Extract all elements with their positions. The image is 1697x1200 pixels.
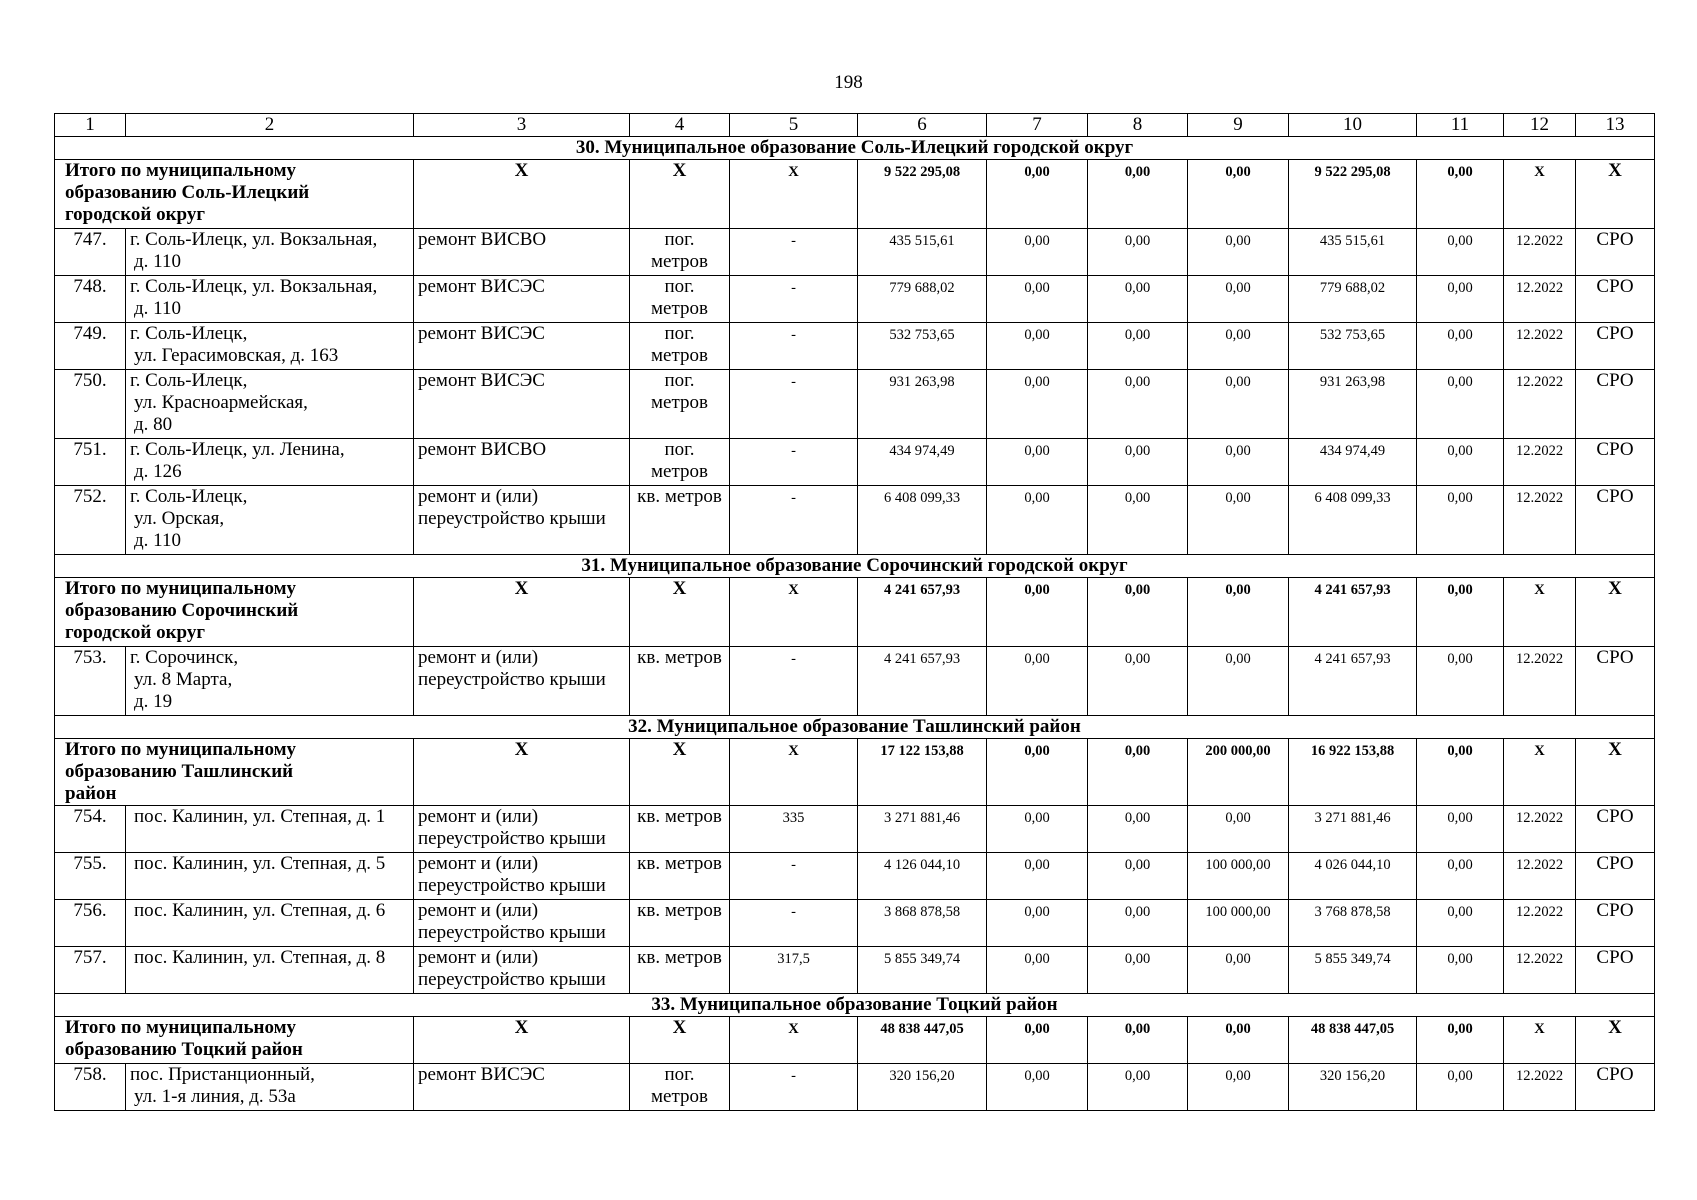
- table-row: [55, 370, 1655, 439]
- address-cell: г. Соль-Илецк, ул. Герасимовская, д. 163: [126, 323, 414, 370]
- work-type-cell: ремонт ВИСЭС: [414, 276, 630, 323]
- method-cell: СРО: [1576, 370, 1655, 439]
- c11-value-cell: 0,00: [1417, 647, 1504, 716]
- column-number: 13: [1576, 114, 1655, 137]
- deadline-cell: 12.2022: [1504, 947, 1576, 994]
- c8-value-cell: 0,00: [1088, 323, 1188, 370]
- row-number: 752.: [55, 486, 126, 555]
- column-number: 10: [1289, 114, 1417, 137]
- unit-cell: пог. метров: [630, 276, 730, 323]
- c11-value-cell: 0,00: [1417, 229, 1504, 276]
- c9-value-cell: 0,00: [1188, 370, 1289, 439]
- address-cell: г. Соль-Илецк, ул. Вокзальная, д. 110: [126, 276, 414, 323]
- method-cell: СРО: [1576, 486, 1655, 555]
- section-header-row: [55, 716, 1655, 739]
- section-header-row: [55, 994, 1655, 1017]
- deadline-cell: 12.2022: [1504, 370, 1576, 439]
- work-type-cell: ремонт ВИСЭС: [414, 1064, 630, 1111]
- c6-value-cell: 6 408 099,33: [858, 486, 987, 555]
- work-type-cell: ремонт ВИСЭС: [414, 323, 630, 370]
- c8-value-cell: 0,00: [1088, 486, 1188, 555]
- work-type-cell: ремонт и (или) переустройство крыши: [414, 647, 630, 716]
- c8-value-cell: 0,00: [1088, 853, 1188, 900]
- table-row: [55, 900, 1655, 947]
- c10-value-cell: 4 241 657,93: [1289, 647, 1417, 716]
- unit-cell: кв. метров: [630, 647, 730, 716]
- section-header-row: [55, 555, 1655, 578]
- c9-value-cell: 0,00: [1188, 647, 1289, 716]
- table-row: [55, 486, 1655, 555]
- total-work-type: Х: [414, 1017, 630, 1064]
- method-cell: СРО: [1576, 806, 1655, 853]
- unit-cell: кв. метров: [630, 486, 730, 555]
- c8-value-cell: 0,00: [1088, 900, 1188, 947]
- section-header-row: [55, 137, 1655, 160]
- c6-value-cell: 532 753,65: [858, 323, 987, 370]
- c10-value-cell: 435 515,61: [1289, 229, 1417, 276]
- total-method: Х: [1576, 160, 1655, 229]
- method-cell: СРО: [1576, 229, 1655, 276]
- total-c8-value: 0,00: [1088, 160, 1188, 229]
- method-cell: СРО: [1576, 323, 1655, 370]
- total-c9-value: 200 000,00: [1188, 739, 1289, 806]
- c11-value-cell: 0,00: [1417, 947, 1504, 994]
- total-c8-value: 0,00: [1088, 1017, 1188, 1064]
- deadline-cell: 12.2022: [1504, 900, 1576, 947]
- row-number: 757.: [55, 947, 126, 994]
- column-number: 9: [1188, 114, 1289, 137]
- total-c8-value: 0,00: [1088, 739, 1188, 806]
- unit-cell: кв. метров: [630, 806, 730, 853]
- total-row: [55, 739, 1655, 806]
- c7-value-cell: 0,00: [987, 1064, 1088, 1111]
- unit-cell: пог. метров: [630, 323, 730, 370]
- column-number: 8: [1088, 114, 1188, 137]
- unit-cell: кв. метров: [630, 853, 730, 900]
- address-cell: г. Соль-Илецк, ул. Ленина, д. 126: [126, 439, 414, 486]
- work-type-cell: ремонт и (или) переустройство крыши: [414, 853, 630, 900]
- c10-value-cell: 532 753,65: [1289, 323, 1417, 370]
- total-c7-value: 0,00: [987, 1017, 1088, 1064]
- row-number: 747.: [55, 229, 126, 276]
- row-number: 756.: [55, 900, 126, 947]
- total-c6-value: 17 122 153,88: [858, 739, 987, 806]
- section-title: 30. Муниципальное образование Соль-Илецкий городской округ: [55, 137, 1655, 160]
- quantity-cell: -: [730, 323, 858, 370]
- total-c7-value: 0,00: [987, 160, 1088, 229]
- address-cell: пос. Калинин, ул. Степная, д. 6: [126, 900, 414, 947]
- total-deadline: Х: [1504, 578, 1576, 647]
- table-row: [55, 439, 1655, 486]
- address-cell: г. Соль-Илецк, ул. Красноармейская, д. 80: [126, 370, 414, 439]
- c6-value-cell: 779 688,02: [858, 276, 987, 323]
- column-number: 5: [730, 114, 858, 137]
- total-c9-value: 0,00: [1188, 578, 1289, 647]
- c6-value-cell: 931 263,98: [858, 370, 987, 439]
- c6-value-cell: 435 515,61: [858, 229, 987, 276]
- c9-value-cell: 0,00: [1188, 1064, 1289, 1111]
- total-work-type: Х: [414, 739, 630, 806]
- column-number: 12: [1504, 114, 1576, 137]
- total-unit: Х: [630, 1017, 730, 1064]
- c7-value-cell: 0,00: [987, 370, 1088, 439]
- method-cell: СРО: [1576, 276, 1655, 323]
- method-cell: СРО: [1576, 647, 1655, 716]
- total-c9-value: 0,00: [1188, 1017, 1289, 1064]
- deadline-cell: 12.2022: [1504, 276, 1576, 323]
- deadline-cell: 12.2022: [1504, 806, 1576, 853]
- c10-value-cell: 3 768 878,58: [1289, 900, 1417, 947]
- quantity-cell: -: [730, 439, 858, 486]
- page-number: 198: [834, 72, 863, 93]
- section-title: 32. Муниципальное образование Ташлинский район: [55, 716, 1655, 739]
- total-c11-value: 0,00: [1417, 1017, 1504, 1064]
- c7-value-cell: 0,00: [987, 229, 1088, 276]
- quantity-cell: -: [730, 853, 858, 900]
- c6-value-cell: 4 241 657,93: [858, 647, 987, 716]
- total-c6-value: 48 838 447,05: [858, 1017, 987, 1064]
- unit-cell: пог. метров: [630, 370, 730, 439]
- quantity-cell: 335: [730, 806, 858, 853]
- deadline-cell: 12.2022: [1504, 323, 1576, 370]
- c10-value-cell: 434 974,49: [1289, 439, 1417, 486]
- deadline-cell: 12.2022: [1504, 486, 1576, 555]
- table-row: [55, 806, 1655, 853]
- c10-value-cell: 5 855 349,74: [1289, 947, 1417, 994]
- column-number: 6: [858, 114, 987, 137]
- c11-value-cell: 0,00: [1417, 900, 1504, 947]
- address-cell: г. Соль-Илецк, ул. Орская, д. 110: [126, 486, 414, 555]
- total-c6-value: 4 241 657,93: [858, 578, 987, 647]
- unit-cell: пог. метров: [630, 439, 730, 486]
- total-c11-value: 0,00: [1417, 739, 1504, 806]
- total-work-type: Х: [414, 578, 630, 647]
- row-number: 751.: [55, 439, 126, 486]
- c11-value-cell: 0,00: [1417, 1064, 1504, 1111]
- c9-value-cell: 0,00: [1188, 439, 1289, 486]
- total-label: Итого по муниципальному образованию Тоцкий район: [55, 1017, 414, 1064]
- total-c7-value: 0,00: [987, 739, 1088, 806]
- row-number: 749.: [55, 323, 126, 370]
- quantity-cell: -: [730, 486, 858, 555]
- c6-value-cell: 5 855 349,74: [858, 947, 987, 994]
- c10-value-cell: 3 271 881,46: [1289, 806, 1417, 853]
- quantity-cell: -: [730, 1064, 858, 1111]
- work-type-cell: ремонт ВИСВО: [414, 439, 630, 486]
- total-label: Итого по муниципальному образованию Сорочинский городской округ: [55, 578, 414, 647]
- c7-value-cell: 0,00: [987, 647, 1088, 716]
- total-deadline: Х: [1504, 1017, 1576, 1064]
- c9-value-cell: 0,00: [1188, 276, 1289, 323]
- total-c10-value: 9 522 295,08: [1289, 160, 1417, 229]
- address-cell: г. Соль-Илецк, ул. Вокзальная, д. 110: [126, 229, 414, 276]
- section-title: 31. Муниципальное образование Сорочинский городской округ: [55, 555, 1655, 578]
- c9-value-cell: 0,00: [1188, 806, 1289, 853]
- column-number-header: [55, 114, 1655, 137]
- quantity-cell: -: [730, 900, 858, 947]
- c6-value-cell: 434 974,49: [858, 439, 987, 486]
- table-row: [55, 323, 1655, 370]
- c11-value-cell: 0,00: [1417, 853, 1504, 900]
- c7-value-cell: 0,00: [987, 900, 1088, 947]
- c9-value-cell: 100 000,00: [1188, 853, 1289, 900]
- column-number: 7: [987, 114, 1088, 137]
- total-unit: Х: [630, 160, 730, 229]
- total-quantity: Х: [730, 578, 858, 647]
- address-cell: пос. Калинин, ул. Степная, д. 1: [126, 806, 414, 853]
- total-deadline: Х: [1504, 160, 1576, 229]
- unit-cell: кв. метров: [630, 900, 730, 947]
- total-unit: Х: [630, 739, 730, 806]
- unit-cell: пог. метров: [630, 229, 730, 276]
- total-row: [55, 160, 1655, 229]
- total-deadline: Х: [1504, 739, 1576, 806]
- c11-value-cell: 0,00: [1417, 806, 1504, 853]
- c9-value-cell: 100 000,00: [1188, 900, 1289, 947]
- work-type-cell: ремонт ВИСВО: [414, 229, 630, 276]
- column-number: 1: [55, 114, 126, 137]
- c7-value-cell: 0,00: [987, 323, 1088, 370]
- c10-value-cell: 931 263,98: [1289, 370, 1417, 439]
- c9-value-cell: 0,00: [1188, 229, 1289, 276]
- column-number: 3: [414, 114, 630, 137]
- table-row: [55, 647, 1655, 716]
- quantity-cell: -: [730, 276, 858, 323]
- c10-value-cell: 6 408 099,33: [1289, 486, 1417, 555]
- total-c10-value: 48 838 447,05: [1289, 1017, 1417, 1064]
- table-row: [55, 229, 1655, 276]
- total-c7-value: 0,00: [987, 578, 1088, 647]
- total-label: Итого по муниципальному образованию Ташлинский район: [55, 739, 414, 806]
- c7-value-cell: 0,00: [987, 806, 1088, 853]
- table-row: [55, 947, 1655, 994]
- c8-value-cell: 0,00: [1088, 1064, 1188, 1111]
- row-number: 748.: [55, 276, 126, 323]
- total-c10-value: 4 241 657,93: [1289, 578, 1417, 647]
- total-c11-value: 0,00: [1417, 160, 1504, 229]
- work-type-cell: ремонт и (или) переустройство крыши: [414, 486, 630, 555]
- c7-value-cell: 0,00: [987, 486, 1088, 555]
- c6-value-cell: 4 126 044,10: [858, 853, 987, 900]
- total-c9-value: 0,00: [1188, 160, 1289, 229]
- capital-repair-table: [54, 113, 1655, 1111]
- total-c6-value: 9 522 295,08: [858, 160, 987, 229]
- total-quantity: Х: [730, 1017, 858, 1064]
- deadline-cell: 12.2022: [1504, 439, 1576, 486]
- row-number: 755.: [55, 853, 126, 900]
- address-cell: г. Сорочинск, ул. 8 Марта, д. 19: [126, 647, 414, 716]
- total-c8-value: 0,00: [1088, 578, 1188, 647]
- row-number: 753.: [55, 647, 126, 716]
- deadline-cell: 12.2022: [1504, 229, 1576, 276]
- row-number: 754.: [55, 806, 126, 853]
- total-row: [55, 578, 1655, 647]
- c11-value-cell: 0,00: [1417, 439, 1504, 486]
- table-row: [55, 1064, 1655, 1111]
- c8-value-cell: 0,00: [1088, 947, 1188, 994]
- column-number: 11: [1417, 114, 1504, 137]
- method-cell: СРО: [1576, 853, 1655, 900]
- total-label: Итого по муниципальному образованию Соль-Илецкий городской округ: [55, 160, 414, 229]
- table-row: [55, 276, 1655, 323]
- c11-value-cell: 0,00: [1417, 370, 1504, 439]
- c8-value-cell: 0,00: [1088, 806, 1188, 853]
- address-cell: пос. Пристанционный, ул. 1-я линия, д. 53а: [126, 1064, 414, 1111]
- total-quantity: Х: [730, 160, 858, 229]
- c7-value-cell: 0,00: [987, 276, 1088, 323]
- c9-value-cell: 0,00: [1188, 323, 1289, 370]
- total-method: Х: [1576, 1017, 1655, 1064]
- work-type-cell: ремонт ВИСЭС: [414, 370, 630, 439]
- column-number: 4: [630, 114, 730, 137]
- total-method: Х: [1576, 739, 1655, 806]
- quantity-cell: -: [730, 647, 858, 716]
- total-method: Х: [1576, 578, 1655, 647]
- deadline-cell: 12.2022: [1504, 1064, 1576, 1111]
- method-cell: СРО: [1576, 439, 1655, 486]
- c8-value-cell: 0,00: [1088, 370, 1188, 439]
- c11-value-cell: 0,00: [1417, 276, 1504, 323]
- quantity-cell: -: [730, 370, 858, 439]
- method-cell: СРО: [1576, 900, 1655, 947]
- row-number: 750.: [55, 370, 126, 439]
- c10-value-cell: 320 156,20: [1289, 1064, 1417, 1111]
- total-work-type: Х: [414, 160, 630, 229]
- address-cell: пос. Калинин, ул. Степная, д. 5: [126, 853, 414, 900]
- c7-value-cell: 0,00: [987, 947, 1088, 994]
- deadline-cell: 12.2022: [1504, 853, 1576, 900]
- c8-value-cell: 0,00: [1088, 276, 1188, 323]
- total-c11-value: 0,00: [1417, 578, 1504, 647]
- c11-value-cell: 0,00: [1417, 323, 1504, 370]
- deadline-cell: 12.2022: [1504, 647, 1576, 716]
- unit-cell: пог. метров: [630, 1064, 730, 1111]
- method-cell: СРО: [1576, 1064, 1655, 1111]
- c9-value-cell: 0,00: [1188, 486, 1289, 555]
- table-row: [55, 853, 1655, 900]
- method-cell: СРО: [1576, 947, 1655, 994]
- total-quantity: Х: [730, 739, 858, 806]
- quantity-cell: 317,5: [730, 947, 858, 994]
- total-row: [55, 1017, 1655, 1064]
- c7-value-cell: 0,00: [987, 439, 1088, 486]
- work-type-cell: ремонт и (или) переустройство крыши: [414, 806, 630, 853]
- column-number: 2: [126, 114, 414, 137]
- total-c10-value: 16 922 153,88: [1289, 739, 1417, 806]
- c8-value-cell: 0,00: [1088, 229, 1188, 276]
- section-title: 33. Муниципальное образование Тоцкий район: [55, 994, 1655, 1017]
- c9-value-cell: 0,00: [1188, 947, 1289, 994]
- row-number: 758.: [55, 1064, 126, 1111]
- work-type-cell: ремонт и (или) переустройство крыши: [414, 900, 630, 947]
- c6-value-cell: 3 271 881,46: [858, 806, 987, 853]
- c11-value-cell: 0,00: [1417, 486, 1504, 555]
- c8-value-cell: 0,00: [1088, 647, 1188, 716]
- total-unit: Х: [630, 578, 730, 647]
- c6-value-cell: 3 868 878,58: [858, 900, 987, 947]
- c10-value-cell: 4 026 044,10: [1289, 853, 1417, 900]
- unit-cell: кв. метров: [630, 947, 730, 994]
- address-cell: пос. Калинин, ул. Степная, д. 8: [126, 947, 414, 994]
- c10-value-cell: 779 688,02: [1289, 276, 1417, 323]
- c8-value-cell: 0,00: [1088, 439, 1188, 486]
- c6-value-cell: 320 156,20: [858, 1064, 987, 1111]
- c7-value-cell: 0,00: [987, 853, 1088, 900]
- quantity-cell: -: [730, 229, 858, 276]
- work-type-cell: ремонт и (или) переустройство крыши: [414, 947, 630, 994]
